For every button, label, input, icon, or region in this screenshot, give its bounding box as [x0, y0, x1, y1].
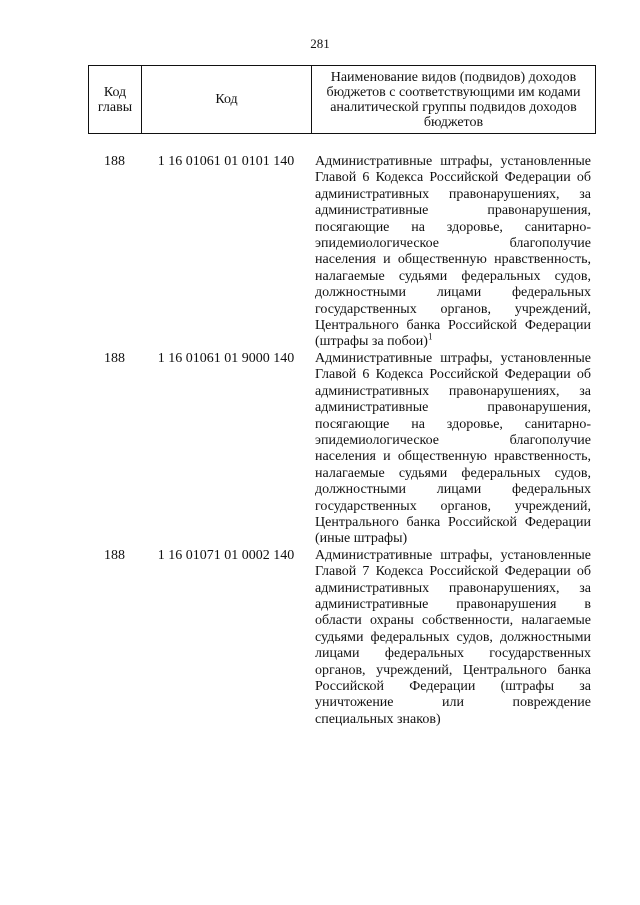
description-line-text: должностными лицами федеральных	[315, 285, 591, 301]
description-line-text: области охраны собственности, налагаемые	[315, 613, 591, 629]
description-line-text: Российской Федерации (штрафы за	[315, 679, 591, 694]
description-line	[315, 252, 591, 268]
budget-classification-code: 1 16 01061 01 9000 140	[157, 350, 295, 366]
description-line-text: административные правонарушения,	[315, 203, 591, 219]
description-line	[315, 203, 591, 219]
description-line	[315, 269, 591, 285]
description-line	[315, 581, 591, 597]
description-line	[315, 449, 591, 465]
description-line-text: Главой 6 Кодекса Российской Федерации об	[315, 170, 591, 186]
table-header	[88, 65, 596, 134]
income-description	[315, 351, 591, 548]
chapter-code: 188	[104, 154, 125, 169]
description-line-text: Административные штрафы, установленные	[315, 547, 591, 563]
footnote-marker: 1	[427, 331, 433, 342]
header-chapter-code: Код главы	[89, 66, 142, 133]
description-line	[315, 646, 591, 662]
description-line	[315, 318, 591, 334]
description-line	[315, 367, 591, 383]
chapter-code: 188	[104, 350, 125, 366]
description-line-text: налагаемые судьями федеральных судов,	[315, 465, 591, 481]
description-line	[315, 630, 591, 646]
description-line	[315, 531, 591, 547]
description-line-text: судьями федеральных судов, должностными	[315, 629, 591, 645]
description-line	[315, 466, 591, 482]
header-name-line: Наименование видов (подвидов) доходов	[330, 69, 577, 85]
description-line	[315, 220, 591, 236]
description-line-text: посягающие на здоровье, санитарно-	[315, 416, 591, 432]
description-line-text: Центрального банка Российской Федерации	[315, 318, 591, 334]
description-line	[315, 236, 591, 252]
description-line	[315, 499, 591, 515]
description-line	[315, 285, 591, 301]
description-line	[315, 564, 591, 580]
description-line-text: (иные штрафы)	[315, 531, 408, 547]
header-name-line: бюджетов	[423, 114, 484, 130]
income-description	[315, 548, 591, 728]
description-line-text: Центрального банка Российской Федерации	[315, 514, 591, 530]
table-row	[88, 548, 596, 728]
table-body	[88, 154, 596, 728]
description-line-text: лицами федеральных государственных	[315, 646, 591, 662]
description-line-text: населения и общественную нравственность,	[315, 252, 591, 268]
description-line	[315, 548, 591, 564]
description-line	[315, 679, 591, 695]
income-description	[315, 154, 591, 351]
table-row	[88, 154, 596, 351]
description-line	[315, 712, 591, 728]
description-line	[315, 417, 591, 433]
description-line	[315, 597, 591, 613]
description-line-text: (штрафы за побои)	[315, 334, 428, 350]
description-line	[315, 170, 591, 186]
description-line	[315, 433, 591, 449]
budget-classification-code: 1 16 01071 01 0002 140	[157, 547, 295, 563]
header-name	[312, 66, 595, 133]
description-line-text: уничтожение или повреждение	[315, 695, 591, 711]
description-line-text: посягающие на здоровье, санитарно-	[315, 219, 591, 235]
description-line-text: населения и общественную нравственность,	[315, 449, 591, 465]
header-name-line: бюджетов с соответствующими им кодами	[326, 84, 581, 100]
description-line	[315, 187, 591, 203]
description-line	[315, 400, 591, 416]
description-line-text: государственных органов, учреждений,	[315, 498, 591, 514]
description-line	[315, 695, 591, 711]
description-line-text: административных правонарушениях, за	[315, 186, 591, 202]
description-line	[315, 515, 591, 531]
description-line-text: административные правонарушения,	[315, 400, 591, 416]
description-line	[315, 351, 591, 367]
page-number: 281	[310, 36, 330, 51]
description-line	[315, 663, 591, 679]
table-row	[88, 351, 596, 548]
description-line-text: специальных знаков)	[315, 711, 441, 727]
description-line-text: административных правонарушениях, за	[315, 383, 591, 399]
description-line	[315, 482, 591, 498]
description-line-text: эпидемиологическое благополучие	[315, 432, 591, 448]
description-line-text: налагаемые судьями федеральных судов,	[315, 268, 591, 284]
scan-footer-marks	[0, 899, 640, 903]
description-line-text: Главой 7 Кодекса Российской Федерации об	[315, 564, 591, 580]
description-line-text: Административные штрафы, установленные	[315, 154, 591, 169]
chapter-code: 188	[104, 547, 125, 563]
header-code: Код	[142, 66, 312, 133]
description-line-text: эпидемиологическое благополучие	[315, 236, 591, 252]
header-name-line: аналитической группы подвидов доходов	[330, 99, 577, 115]
description-line	[315, 331, 591, 350]
description-line-text: Административные штрафы, установленные	[315, 350, 591, 366]
description-line	[315, 154, 591, 170]
budget-classification-code: 1 16 01061 01 0101 140	[157, 154, 295, 169]
description-line-text: административных правонарушениях, за	[315, 580, 591, 596]
description-line	[315, 613, 591, 629]
description-line-text: органов, учреждений, Центрального банка	[315, 662, 591, 678]
description-line	[315, 384, 591, 400]
description-line-text: Главой 6 Кодекса Российской Федерации об	[315, 367, 591, 383]
description-line-text: административные правонарушения в	[315, 596, 591, 612]
description-line-text: государственных органов, учреждений,	[315, 301, 591, 317]
description-line	[315, 302, 591, 318]
description-line-text: должностными лицами федеральных	[315, 482, 591, 498]
